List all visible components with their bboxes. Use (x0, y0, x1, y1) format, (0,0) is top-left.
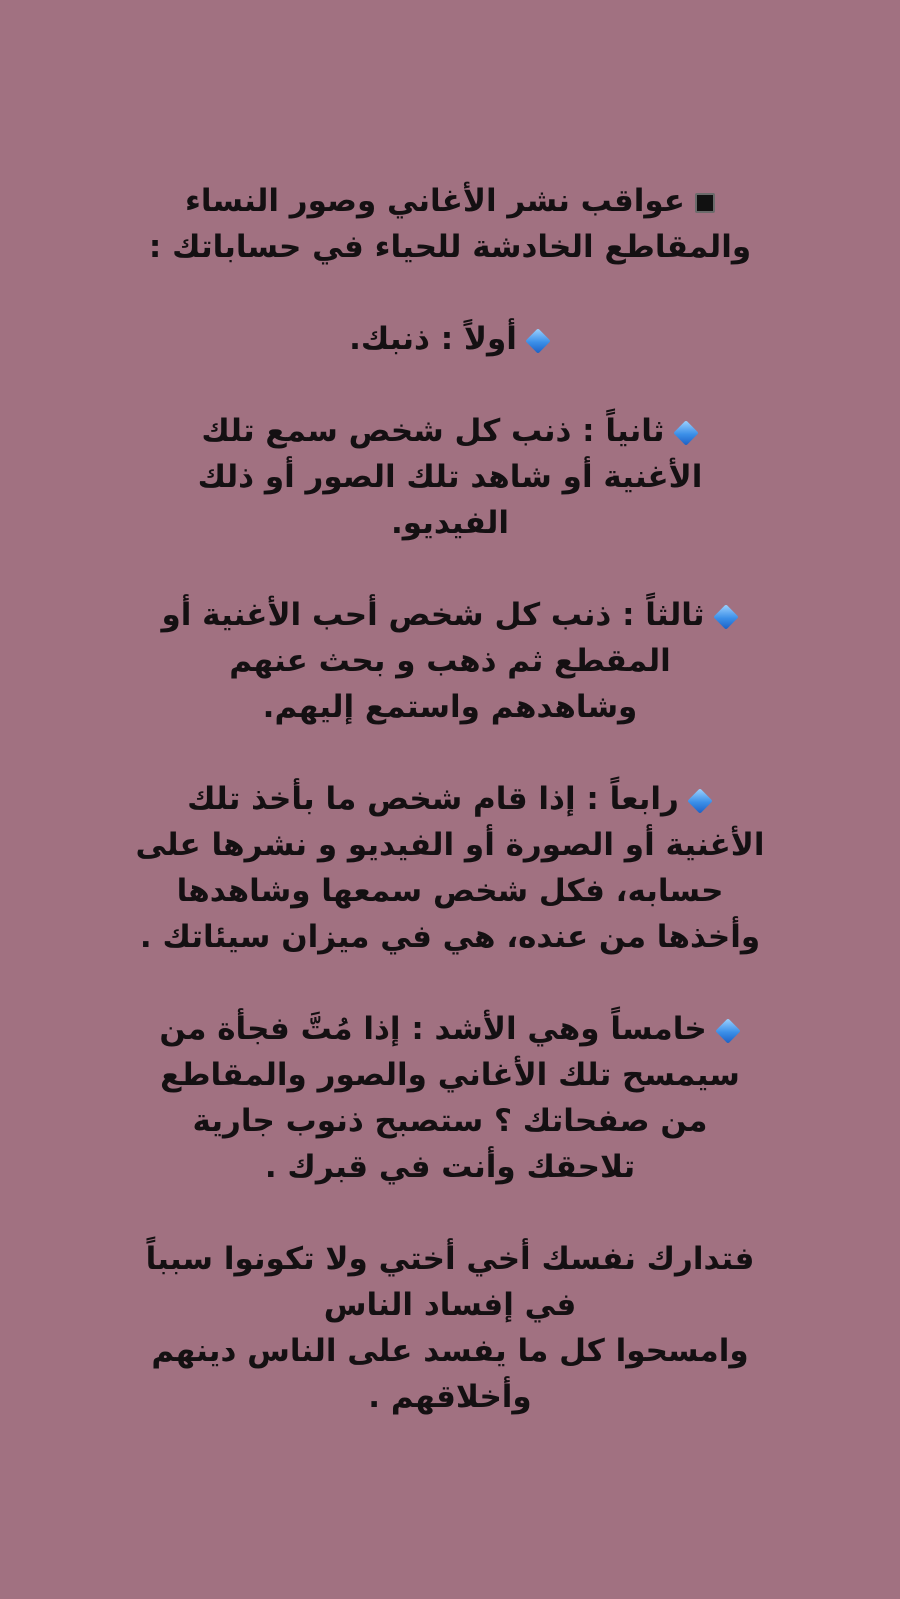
point-line: وأخذها من عنده، هي في ميزان سيئاتك . (139, 919, 761, 955)
post-text (130, 178, 770, 1466)
point-line: أولاً : ذنبك. (349, 321, 517, 357)
blue-diamond-icon (715, 1018, 740, 1043)
point-2 (130, 408, 770, 546)
point-line: الأغنية أو شاهد تلك الصور أو ذلك (197, 459, 703, 495)
closing-line: في إفساد الناس (323, 1287, 577, 1323)
blue-diamond-icon (687, 788, 712, 813)
closing-line: وأخلاقهم . (368, 1379, 532, 1415)
point-line: الفيديو. (391, 505, 509, 541)
point-1 (130, 316, 770, 362)
post-heading (130, 178, 770, 270)
point-line: ثانياً : ذنب كل شخص سمع تلك (201, 413, 665, 449)
point-line: من صفحاتك ؟ ستصبح ذنوب جارية (192, 1103, 708, 1139)
point-5 (130, 1006, 770, 1190)
closing-line: فتدارك نفسك أخي أختي ولا تكونوا سبباً (145, 1241, 755, 1277)
point-line: الأغنية أو الصورة أو الفيديو و نشرها على (135, 827, 765, 863)
closing-paragraph (130, 1236, 770, 1420)
heading-line: عواقب نشر الأغاني وصور النساء (185, 183, 685, 219)
point-4 (130, 776, 770, 960)
blue-diamond-icon (673, 420, 698, 445)
blue-diamond-icon (525, 328, 550, 353)
blue-diamond-icon (713, 604, 738, 629)
point-line: وشاهدهم واستمع إليهم. (262, 689, 638, 725)
point-line: المقطع ثم ذهب و بحث عنهم (229, 643, 671, 679)
point-3 (130, 592, 770, 730)
black-square-icon (695, 193, 715, 213)
point-line: تلاحقك وأنت في قبرك . (264, 1149, 636, 1185)
closing-line: وامسحوا كل ما يفسد على الناس دينهم (151, 1333, 749, 1369)
point-line: رابعاً : إذا قام شخص ما بأخذ تلك (187, 781, 679, 817)
point-line: سيمسح تلك الأغاني والصور والمقاطع (160, 1057, 740, 1093)
point-line: خامساً وهي الأشد : إذا مُتَّ فجأة من (159, 1011, 707, 1047)
heading-line: والمقاطع الخادشة للحياء في حساباتك : (148, 229, 752, 265)
point-line: حسابه، فكل شخص سمعها وشاهدها (176, 873, 724, 909)
point-line: ثالثاً : ذنب كل شخص أحب الأغنية أو (161, 597, 705, 633)
